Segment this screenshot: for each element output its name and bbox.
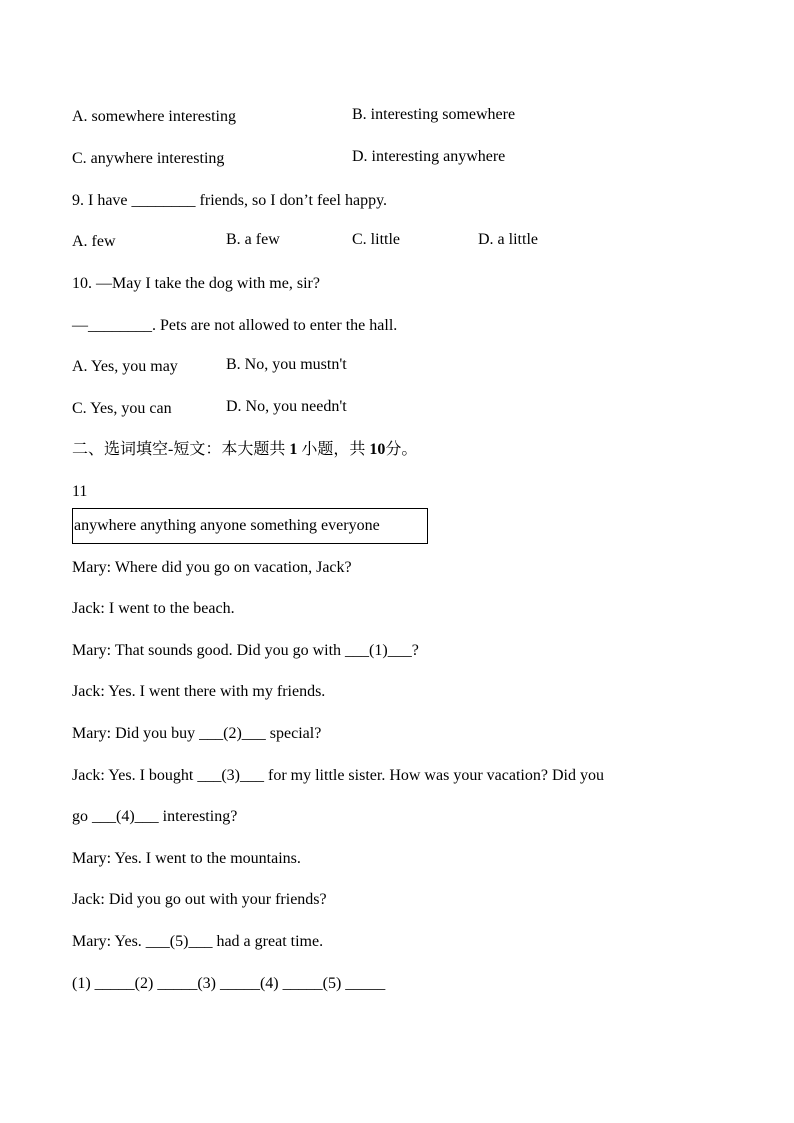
blank-2[interactable]: ___(2)___ — [199, 725, 266, 742]
dialogue-text: Mary: Yes. — [72, 933, 146, 950]
q10-option-a: A. Yes, you may — [72, 358, 178, 375]
dialogue-text: had a great time. — [212, 933, 324, 950]
word-box — [72, 508, 428, 544]
q8-option-c: C. anywhere interesting — [72, 150, 225, 167]
q9-stem: 9. I have ________ friends, so I don’t feel happy. — [72, 192, 388, 209]
dialogue-line-9: Jack: Did you go out with your friends? — [72, 891, 327, 908]
section-heading — [72, 439, 417, 461]
dialogue-line-4: Jack: Yes. I went there with my friends. — [72, 683, 326, 700]
blank-3[interactable]: ___(3)___ — [197, 767, 264, 784]
dialogue-line-3 — [72, 640, 419, 662]
blank-4[interactable]: ___(4)___ — [92, 808, 159, 825]
q10-option-c: C. Yes, you can — [72, 400, 172, 417]
q8-option-d: D. interesting anywhere — [352, 148, 506, 165]
dialogue-text: interesting? — [158, 808, 238, 825]
dialogue-text: go — [72, 808, 92, 825]
dialogue-line-6 — [72, 765, 604, 787]
dialogue-line-1: Mary: Where did you go on vacation, Jack? — [72, 559, 352, 576]
answer-line[interactable]: (1) _____(2) _____(3) _____(4) _____(5) _____ — [72, 975, 386, 992]
word-box-text: anywhere anything anyone something everyone — [74, 517, 380, 534]
q9-option-c: C. little — [352, 231, 400, 248]
q9-option-a: A. few — [72, 233, 116, 250]
dialogue-text: for my little sister. How was your vacation? Did you — [264, 767, 604, 784]
dialogue-text: ? — [411, 642, 419, 659]
dialogue-line-7 — [72, 806, 237, 828]
dialogue-text: Mary: That sounds good. Did you go with — [72, 642, 346, 659]
q9-option-d: D. a little — [478, 231, 538, 248]
dialogue-line-8: Mary: Yes. I went to the mountains. — [72, 850, 301, 867]
blank-1[interactable]: ___(1)___ — [345, 642, 412, 659]
dialogue-line-5 — [72, 723, 321, 745]
dialogue-text: Mary: Did you buy — [72, 725, 200, 742]
section-heading-mid: 小题，共 — [301, 441, 366, 458]
q10-option-b: B. No, you mustn't — [226, 356, 347, 373]
section-heading-pre: 二、选词填空-短文：本大题共 — [72, 441, 286, 458]
section-heading-post: 分。 — [385, 441, 418, 458]
dialogue-line-10 — [72, 931, 323, 953]
q9-option-b: B. a few — [226, 231, 280, 248]
q10-option-d: D. No, you needn't — [226, 398, 347, 415]
dialogue-text: special? — [265, 725, 322, 742]
q11-number: 11 — [72, 483, 88, 500]
dialogue-line-2: Jack: I went to the beach. — [72, 600, 235, 617]
q8-option-b: B. interesting somewhere — [352, 106, 516, 123]
blank-5[interactable]: ___(5)___ — [145, 933, 213, 950]
section-score: 10 — [369, 441, 386, 458]
dialogue-text: Jack: Yes. I bought — [72, 767, 198, 784]
q8-option-a: A. somewhere interesting — [72, 108, 236, 125]
q10-stem: 10. —May I take the dog with me, sir? — [72, 275, 320, 292]
section-question-count: 1 — [289, 441, 298, 458]
q10-response: —________. Pets are not allowed to enter the hall. — [72, 317, 398, 334]
